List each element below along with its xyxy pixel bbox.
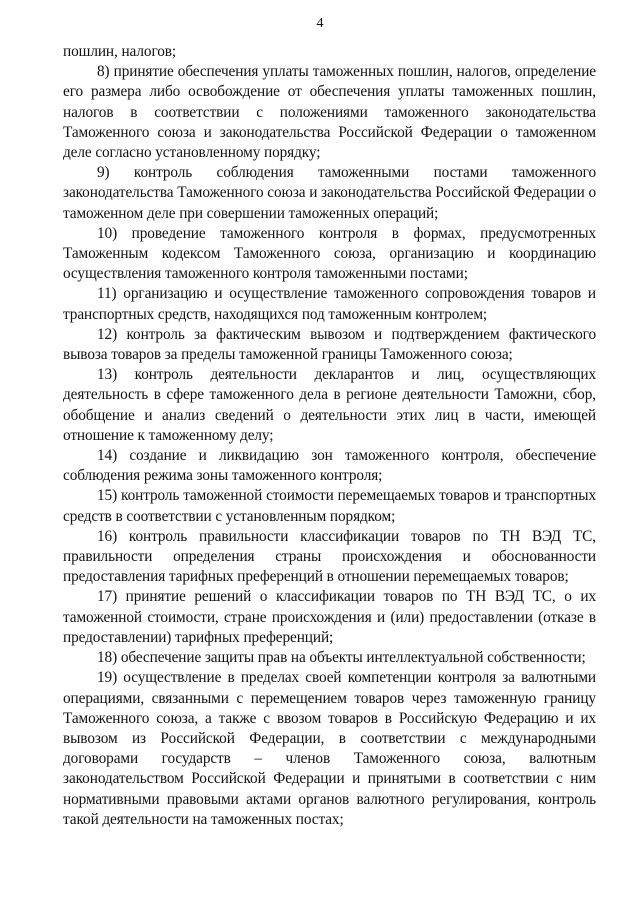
paragraph-item-11: 11) организацию и осуществление таможенного сопровождения товаров и транспортных средств, находящихся под таможенным контролем; [63, 285, 596, 323]
paragraph-item-8: 8) принятие обеспечения уплаты таможенных пошлин, налогов, определение его размера либо освобождение от обеспечения уплаты таможенных пошлин, налогов в соответствии с положениями таможенного законодательства Таможенного союза и законодательства Российской Федерации о таможенном деле согласно установленному порядку; [63, 63, 596, 162]
paragraph-item-12: 12) контроль за фактическим вывозом и подтверждением фактического вывоза товаров за пределы таможенной границы Таможенного союза; [63, 325, 596, 364]
paragraph-item-17: 17) принятие решений о классификации товаров по ТН ВЭД ТС, о их таможенной стоимости, стране происхождения и (или) предоставлении (отказе в предоставлении) тарифных преференций; [63, 588, 596, 646]
paragraph-item-13: 13) контроль деятельности декларантов и лиц, осуществляющих деятельность в сфере таможенного дела в регионе деятельности Таможни, сбор, обобщение и анализ сведений о деятельности этих лиц в части, имеющей отношение к таможенному делу; [63, 366, 596, 444]
paragraph-item-14: 14) создание и ликвидацию зон таможенного контроля, обеспечение соблюдения режима зоны таможенного контроля; [63, 447, 596, 485]
paragraph-continuation: пошлин, налогов; [63, 43, 177, 60]
paragraph-item-18: 18) обеспечение защиты прав на объекты интеллектуальной собственности; [97, 649, 586, 667]
page-number: 4 [316, 16, 324, 31]
paragraph-item-19: 19) осуществление в пределах своей компетенции контроля за валютными операциями, связанными с перемещением товаров через таможенную границу Таможенного союза, а также с ввозом товаров в Российскую Федерацию и их вывозом из Российской Федерации, в соответствии с международными договорами государств – членов Таможенного союза, валютным законодательством Российской Федерации и принятыми в соответствии с ним нормативными правовыми актами органов валютного регулирования, контроль такой деятельности на таможенных постах; [63, 669, 596, 828]
paragraph-item-15: 15) контроль таможенной стоимости перемещаемых товаров и транспортных средств в соответствии с установленным порядком; [63, 487, 596, 525]
document-body [63, 42, 596, 830]
paragraph-item-10: 10) проведение таможенного контроля в формах, предусмотренных Таможенным кодексом Таможенного союза, организацию и координацию осуществления таможенного контроля таможенными постами; [63, 224, 596, 283]
paragraph-item-16: 16) контроль правильности классификации товаров по ТН ВЭД ТС, правильности определения страны происхождения и обоснованности предоставления тарифных преференций в отношении перемещаемых товаров; [63, 527, 596, 586]
paragraph-item-9: 9) контроль соблюдения таможенными постами таможенного законодательства Таможенного союза и законодательства Российской Федерации о таможенном деле при совершении таможенных операций; [63, 164, 596, 222]
